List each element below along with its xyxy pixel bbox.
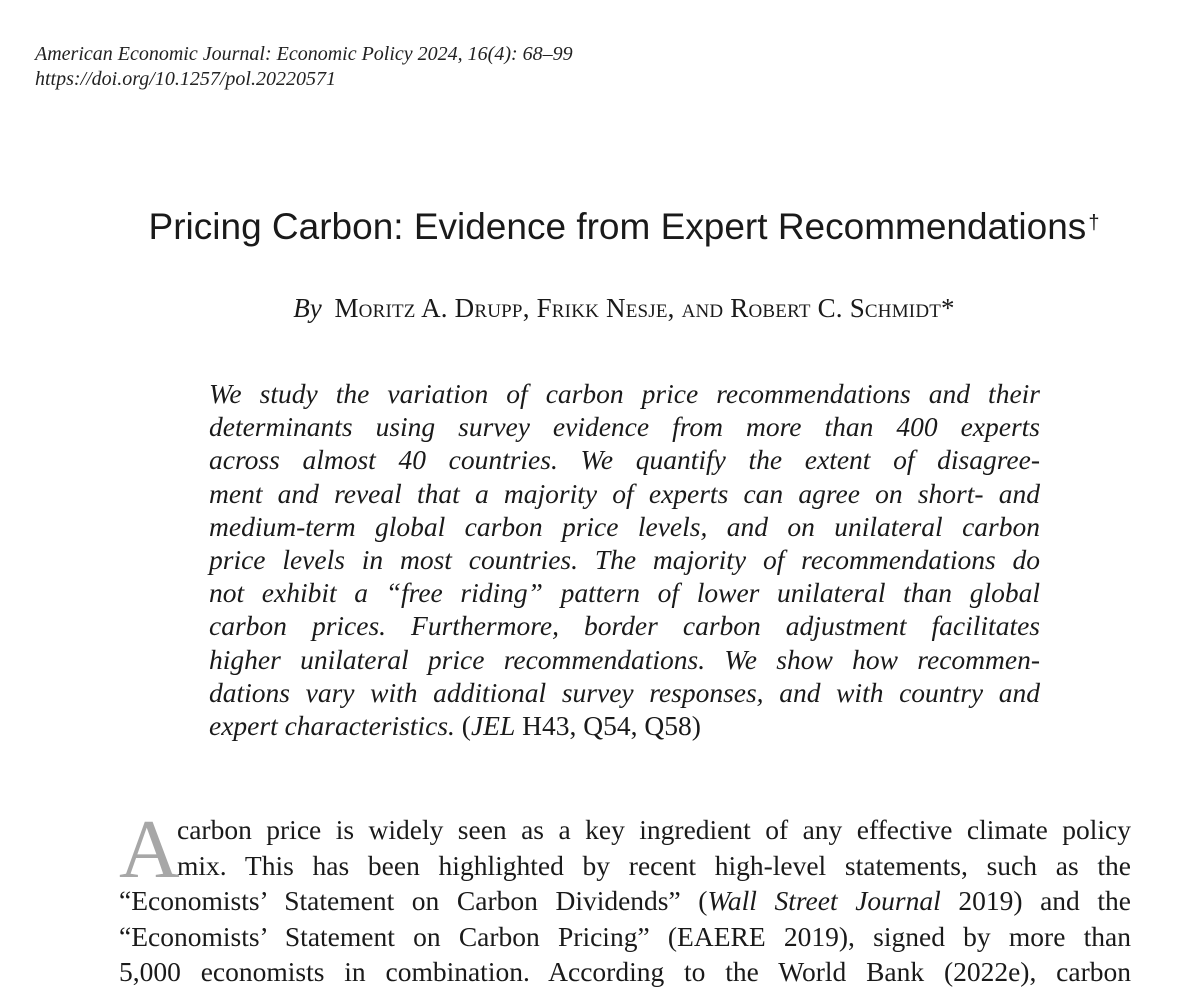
abstract-line: carbon prices. Furthermore, border carbon adjustment facilitates (209, 610, 1040, 642)
jel-label: JEL (470, 710, 516, 742)
abstract-last-text: expert characteristics. (209, 710, 455, 742)
abstract-line: price levels in most countries. The majority of recommendations do (209, 544, 1040, 576)
abstract-line: higher unilateral price recommendations. We show how recommen- (209, 643, 1040, 675)
jel-codes: (JEL H43, Q54, Q58) (461, 710, 701, 742)
abstract-line: We study the variation of carbon price recommendations and their (209, 378, 1040, 409)
jel-code-list: H43, Q54, Q58 (522, 710, 692, 742)
by-label: By (293, 293, 322, 323)
body-line: carbon price is widely seen as a key ingredient of any effective climate policy (177, 814, 1131, 845)
author-line (0, 290, 1200, 326)
abstract (209, 377, 1040, 742)
cited-publication: Wall Street Journal (707, 885, 941, 916)
title-footnote-mark[interactable]: † (1088, 212, 1100, 234)
abstract-last-line (209, 709, 1040, 742)
article-title (0, 203, 1200, 251)
article-title-text: Pricing Carbon: Evidence from Expert Recommendations (148, 206, 1087, 247)
body-line: “Economists’ Statement on Carbon Pricing” (EAERE 2019), signed by more than (119, 920, 1131, 952)
body-text (119, 803, 1131, 990)
doi-link[interactable]: https://doi.org/10.1257/pol.20220571 (35, 68, 336, 90)
abstract-line: medium-term global carbon price levels, and on unilateral carbon (209, 510, 1040, 542)
author-names: Moritz A. Drupp, Frikk Nesje, and Robert C. Schmidt* (334, 293, 955, 323)
abstract-line: determinants using survey evidence from more than 400 experts (209, 411, 1040, 443)
drop-cap: A (119, 803, 180, 896)
body-line: 5,000 economists in combination. According to the World Bank (2022e), carbon (119, 956, 1131, 987)
body-line-part: “Economists’ Statement on Carbon Dividends” ( (119, 885, 708, 916)
body-line: mix. This has been highlighted by recent high-level statements, such as the (177, 849, 1131, 881)
journal-header (35, 42, 573, 92)
body-line (119, 883, 1131, 919)
abstract-line: dations vary with additional survey responses, and with country and (209, 676, 1040, 708)
abstract-line: ment and reveal that a majority of experts can agree on short- and (209, 477, 1040, 509)
abstract-line: across almost 40 countries. We quantify the extent of disagree- (209, 444, 1040, 476)
abstract-line: not exhibit a “free riding” pattern of lower unilateral than global (209, 577, 1040, 609)
journal-citation: American Economic Journal: Economic Policy 2024, 16(4): 68–99 (35, 43, 573, 65)
body-line-part: 2019) and the (940, 885, 1131, 916)
